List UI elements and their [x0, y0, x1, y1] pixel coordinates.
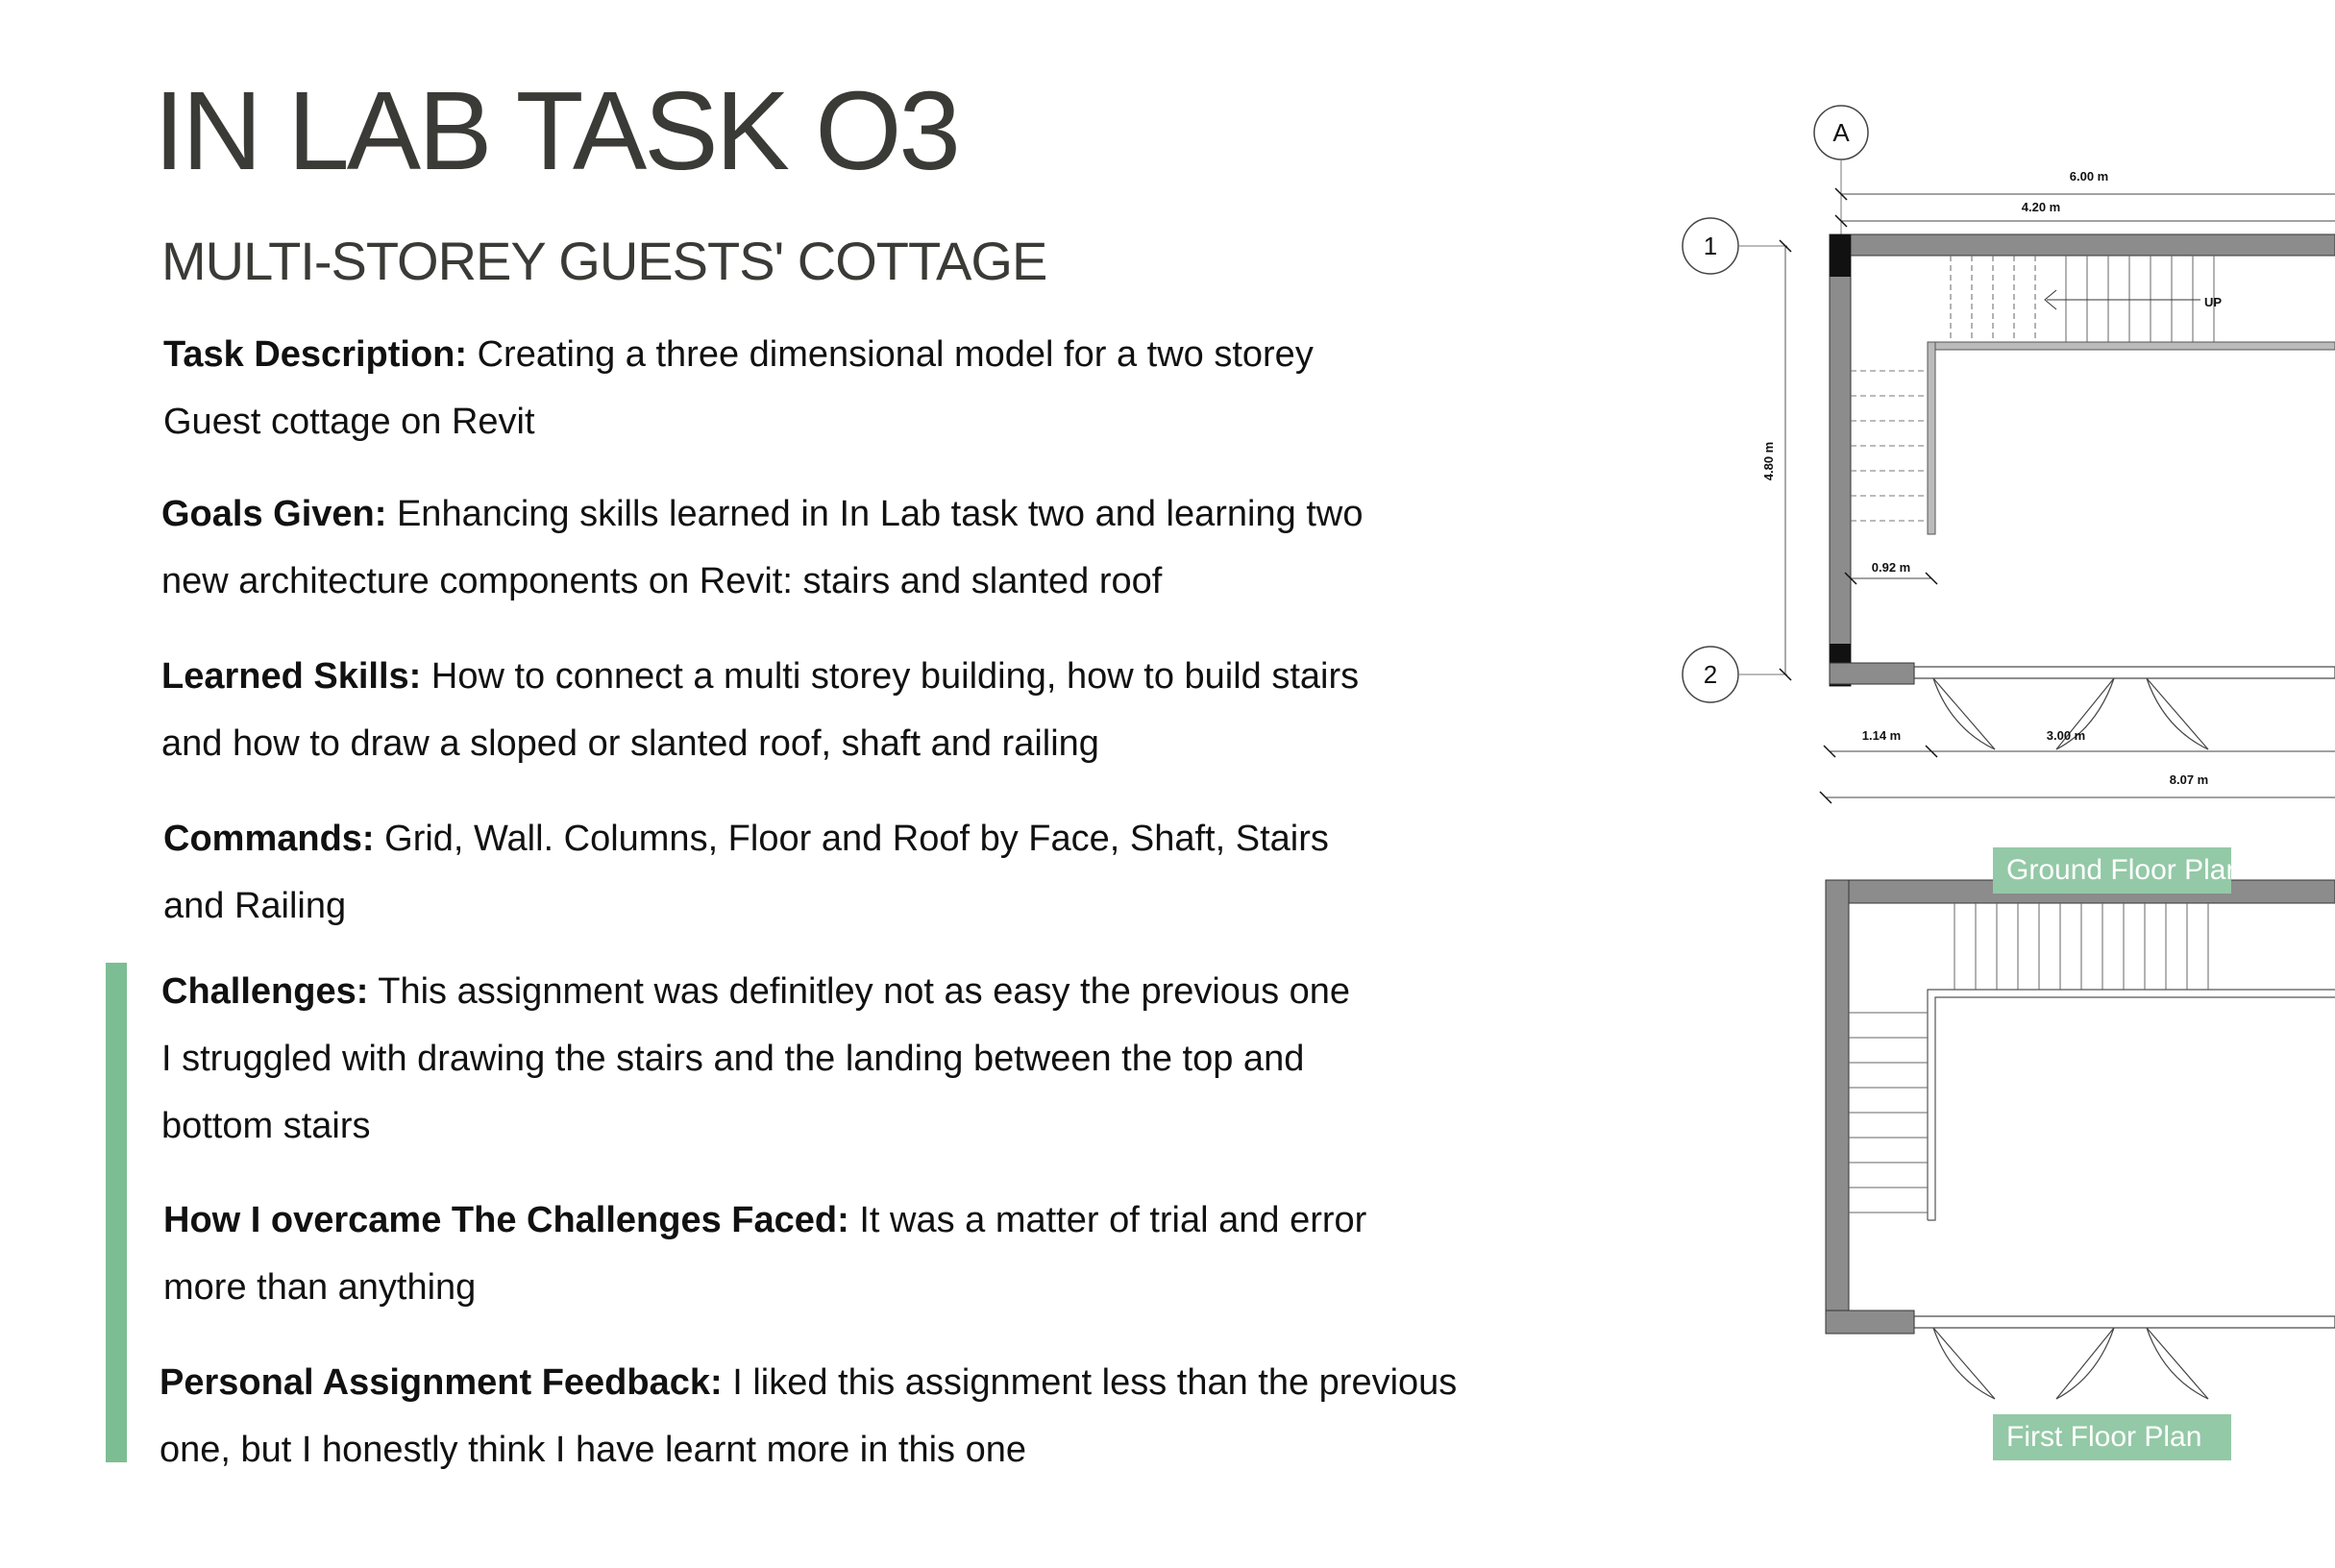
section-label: Personal Assignment Feedback:	[160, 1362, 723, 1403]
floor-plans	[1662, 86, 2243, 1470]
section-text: It was a matter of trial and error	[848, 1200, 1367, 1240]
first-floor-plan	[1826, 880, 2335, 1399]
dim-top-overall: 6.00 m	[2069, 169, 2109, 184]
section-label: How I overcame The Challenges Faced:	[163, 1200, 849, 1240]
ff-door-swings	[1933, 1328, 2208, 1399]
section-label: Learned Skills:	[161, 656, 422, 697]
section-label: Goals Given:	[161, 494, 387, 534]
section-text: I struggled with drawing the stairs and the landing between the top and	[161, 1039, 1305, 1079]
floor-plans-drawing	[1662, 86, 2335, 1470]
section-text: Grid, Wall. Columns, Floor and Roof by Face, Shaft, Stairs	[374, 819, 1329, 859]
section-text: This assignment was definitley not as easy the previous one	[368, 971, 1351, 1012]
section-text: Guest cottage on Revit	[163, 402, 535, 442]
dim-bottom-overall: 8.07 m	[2169, 772, 2209, 787]
column-1	[1830, 234, 1851, 277]
wall-bottom-left	[1830, 663, 1914, 684]
grid-label-2: 2	[1703, 660, 1718, 689]
goals-given	[161, 480, 1363, 615]
section-text: bottom stairs	[161, 1106, 371, 1146]
learned-skills	[161, 643, 1359, 777]
accent-bar	[106, 963, 127, 1462]
ff-wall-left	[1826, 880, 1849, 1334]
ground-floor-caption: Ground Floor Plan	[1993, 847, 2231, 894]
section-text: new architecture components on Revit: stairs and slanted roof	[161, 561, 1163, 601]
personal-feedback	[160, 1349, 1457, 1483]
first-floor-caption: First Floor Plan	[1993, 1414, 2231, 1460]
grid-label-1: 1	[1703, 232, 1718, 260]
ground-floor-plan	[1683, 106, 2335, 803]
grid-label-a: A	[1832, 118, 1850, 147]
section-label: Commands:	[163, 819, 375, 859]
stair-up-mark: UP	[2204, 295, 2223, 309]
stair-lower-flight	[1851, 371, 1928, 521]
ff-stair-upper	[1954, 903, 2208, 990]
task-description	[163, 321, 1314, 455]
dim-bottom-left: 1.14 m	[1861, 728, 1902, 743]
stair-upper-flight	[1951, 256, 2214, 342]
section-text: and Railing	[163, 886, 347, 926]
wall-left	[1830, 234, 1851, 686]
page-title: IN LAB TASK O3	[154, 68, 958, 193]
how-overcame	[163, 1187, 1366, 1321]
ff-stair-lower	[1849, 1013, 1928, 1213]
wall-top	[1830, 234, 2335, 256]
page-subtitle: MULTI-STOREY GUESTS' COTTAGE	[161, 231, 1047, 291]
section-text: I liked this assignment less than the previous	[722, 1362, 1458, 1403]
section-text: one, but I honestly think I have learnt more in this one	[160, 1430, 1026, 1470]
commands	[163, 805, 1329, 940]
section-text: How to connect a multi storey building, how to build stairs	[421, 656, 1360, 697]
dim-left-height: 4.80 m	[1761, 441, 1776, 481]
door-threshold	[1914, 667, 2335, 678]
section-text: Creating a three dimensional model for a two storey	[467, 334, 1314, 375]
dim-bottom-door: 3.00 m	[2046, 728, 2086, 743]
section-text: and how to draw a sloped or slanted roof, shaft and railing	[161, 723, 1099, 764]
stair-railing	[1928, 342, 1935, 534]
challenges	[161, 958, 1350, 1160]
section-label: Task Description:	[163, 334, 468, 375]
ff-railing	[1928, 997, 2335, 1220]
section-text: more than anything	[163, 1267, 477, 1308]
dim-stair-width: 0.92 m	[1871, 560, 1911, 575]
landing-railing	[1928, 342, 2335, 350]
ff-wall-bottom-left	[1826, 1311, 1914, 1334]
section-label: Challenges:	[161, 971, 369, 1012]
dim-top-partial: 4.20 m	[2021, 200, 2061, 214]
section-text: Enhancing skills learned in In Lab task two and learning two	[386, 494, 1364, 534]
